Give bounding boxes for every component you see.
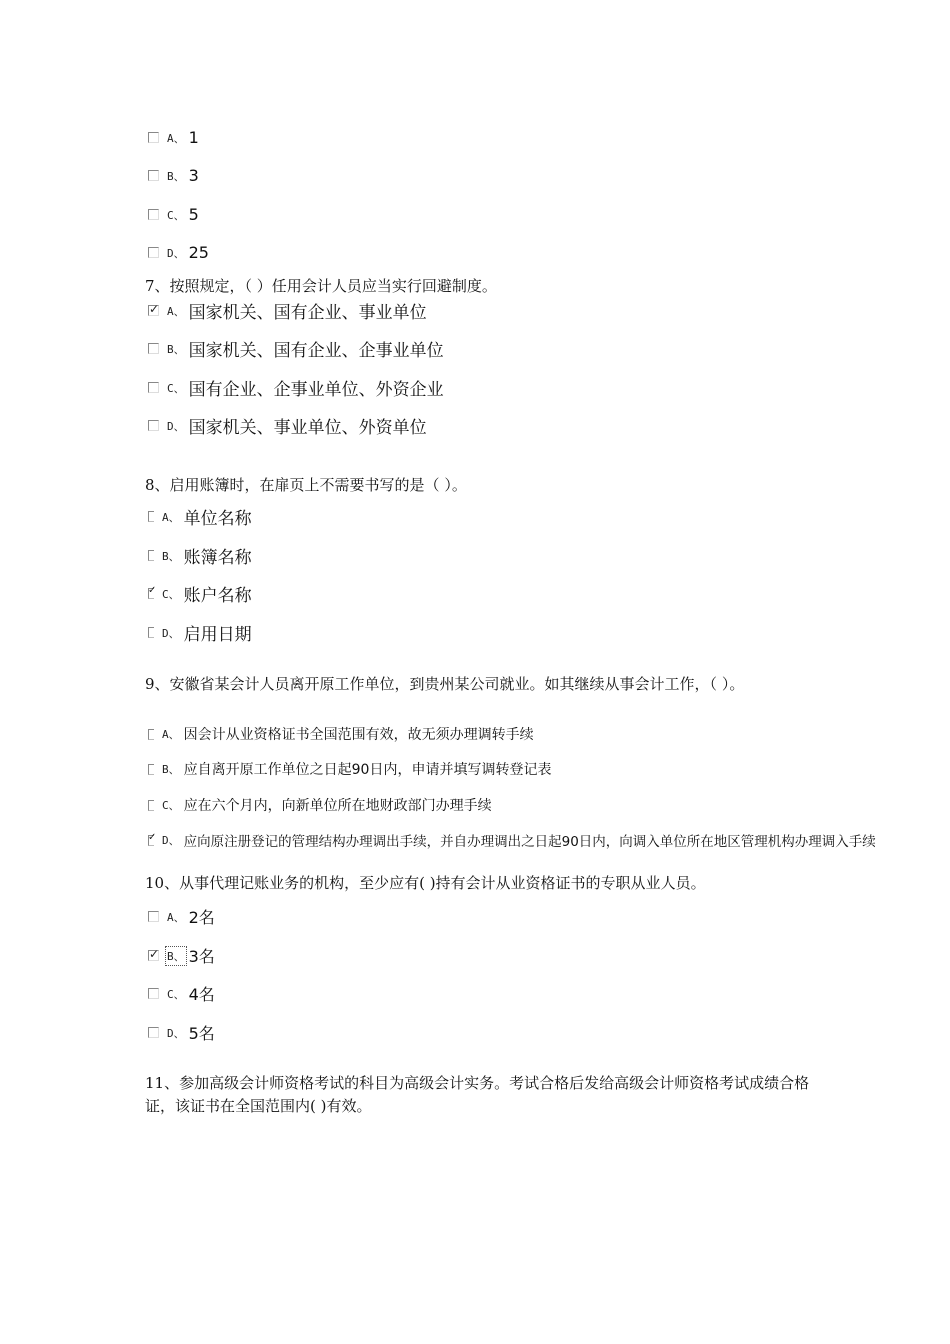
q8-option-b[interactable]: B、 账簿名称 [148,543,252,568]
checkbox[interactable] [148,911,159,922]
q9-option-d[interactable]: ✓ D、 应向原注册登记的管理结构办理调出手续，并自办理调出之日起90日内，向调入单位所在地区管理机构办理调入手续 [148,830,876,850]
q7-option-b[interactable]: B、 国家机关、国有企业、企事业单位 [148,336,444,361]
question-8-stem: 8、启用账簿时，在扉页上不需要书写的是（ ）。 [145,476,467,494]
checkbox[interactable] [148,511,154,522]
checkbox[interactable] [148,550,154,561]
checkbox[interactable] [148,420,159,431]
checkbox[interactable] [148,988,159,999]
checkbox[interactable] [148,382,159,393]
checkbox[interactable] [148,209,159,220]
question-9-stem: 9、安徽省某会计人员离开原工作单位，到贵州某公司就业。如其继续从事会计工作，（ ）。 [145,675,745,693]
question-7-stem: 7、按照规定，（ ）任用会计人员应当实行回避制度。 [145,277,497,295]
checkbox[interactable] [148,343,159,354]
q8-option-a[interactable]: A、 单位名称 [148,504,252,529]
checkbox[interactable] [148,1027,159,1038]
checkbox-checked[interactable] [148,950,159,961]
checkbox-checked[interactable] [148,305,159,316]
checkbox[interactable] [148,800,154,811]
question-10-stem: 10、从事代理记账业务的机构，至少应有( )持有会计从业资格证书的专职从业人员。 [145,874,706,892]
q10-option-b[interactable]: ✓ B、 3名 [148,944,215,967]
checkbox[interactable] [148,132,159,143]
q10-option-a[interactable]: A、 2名 [148,905,215,928]
q6-option-a[interactable]: A、 1 [148,128,199,147]
checkbox-checked[interactable] [148,588,154,599]
q7-option-c[interactable]: C、 国有企业、企事业单位、外资企业 [148,375,444,400]
checkbox[interactable] [148,764,154,775]
question-11-stem: 11、参加高级会计师资格考试的科目为高级会计实务。考试合格后发给高级会计师资格考试成绩合格证，该证书在全国范围内( )有效。 [145,1074,810,1115]
q8-option-d[interactable]: D、 启用日期 [148,620,252,645]
q10-option-d[interactable]: D、 5名 [148,1021,215,1044]
checkbox[interactable] [148,627,154,638]
q6-option-b[interactable]: B、 3 [148,166,199,185]
checkbox[interactable] [148,729,154,740]
checkbox[interactable] [148,247,159,258]
q7-option-d[interactable]: D、 国家机关、事业单位、外资单位 [148,413,427,438]
q6-option-c[interactable]: C、 5 [148,205,199,224]
checkbox-checked[interactable] [148,835,154,846]
q9-option-b[interactable]: B、 应自离开原工作单位之日起90日内，申请并填写调转登记表 [148,759,551,779]
q9-option-c[interactable]: C、 应在六个月内，向新单位所在地财政部门办理手续 [148,795,492,815]
q6-option-d[interactable]: D、 25 [148,243,209,262]
checkbox[interactable] [148,170,159,181]
q7-option-a[interactable]: ✓ A、 国家机关、国有企业、事业单位 [148,298,427,323]
q9-option-a[interactable]: A、 因会计从业资格证书全国范围有效，故无须办理调转手续 [148,724,534,744]
q10-option-c[interactable]: C、 4名 [148,982,215,1005]
q8-option-c[interactable]: ✓ C、 账户名称 [148,581,252,606]
